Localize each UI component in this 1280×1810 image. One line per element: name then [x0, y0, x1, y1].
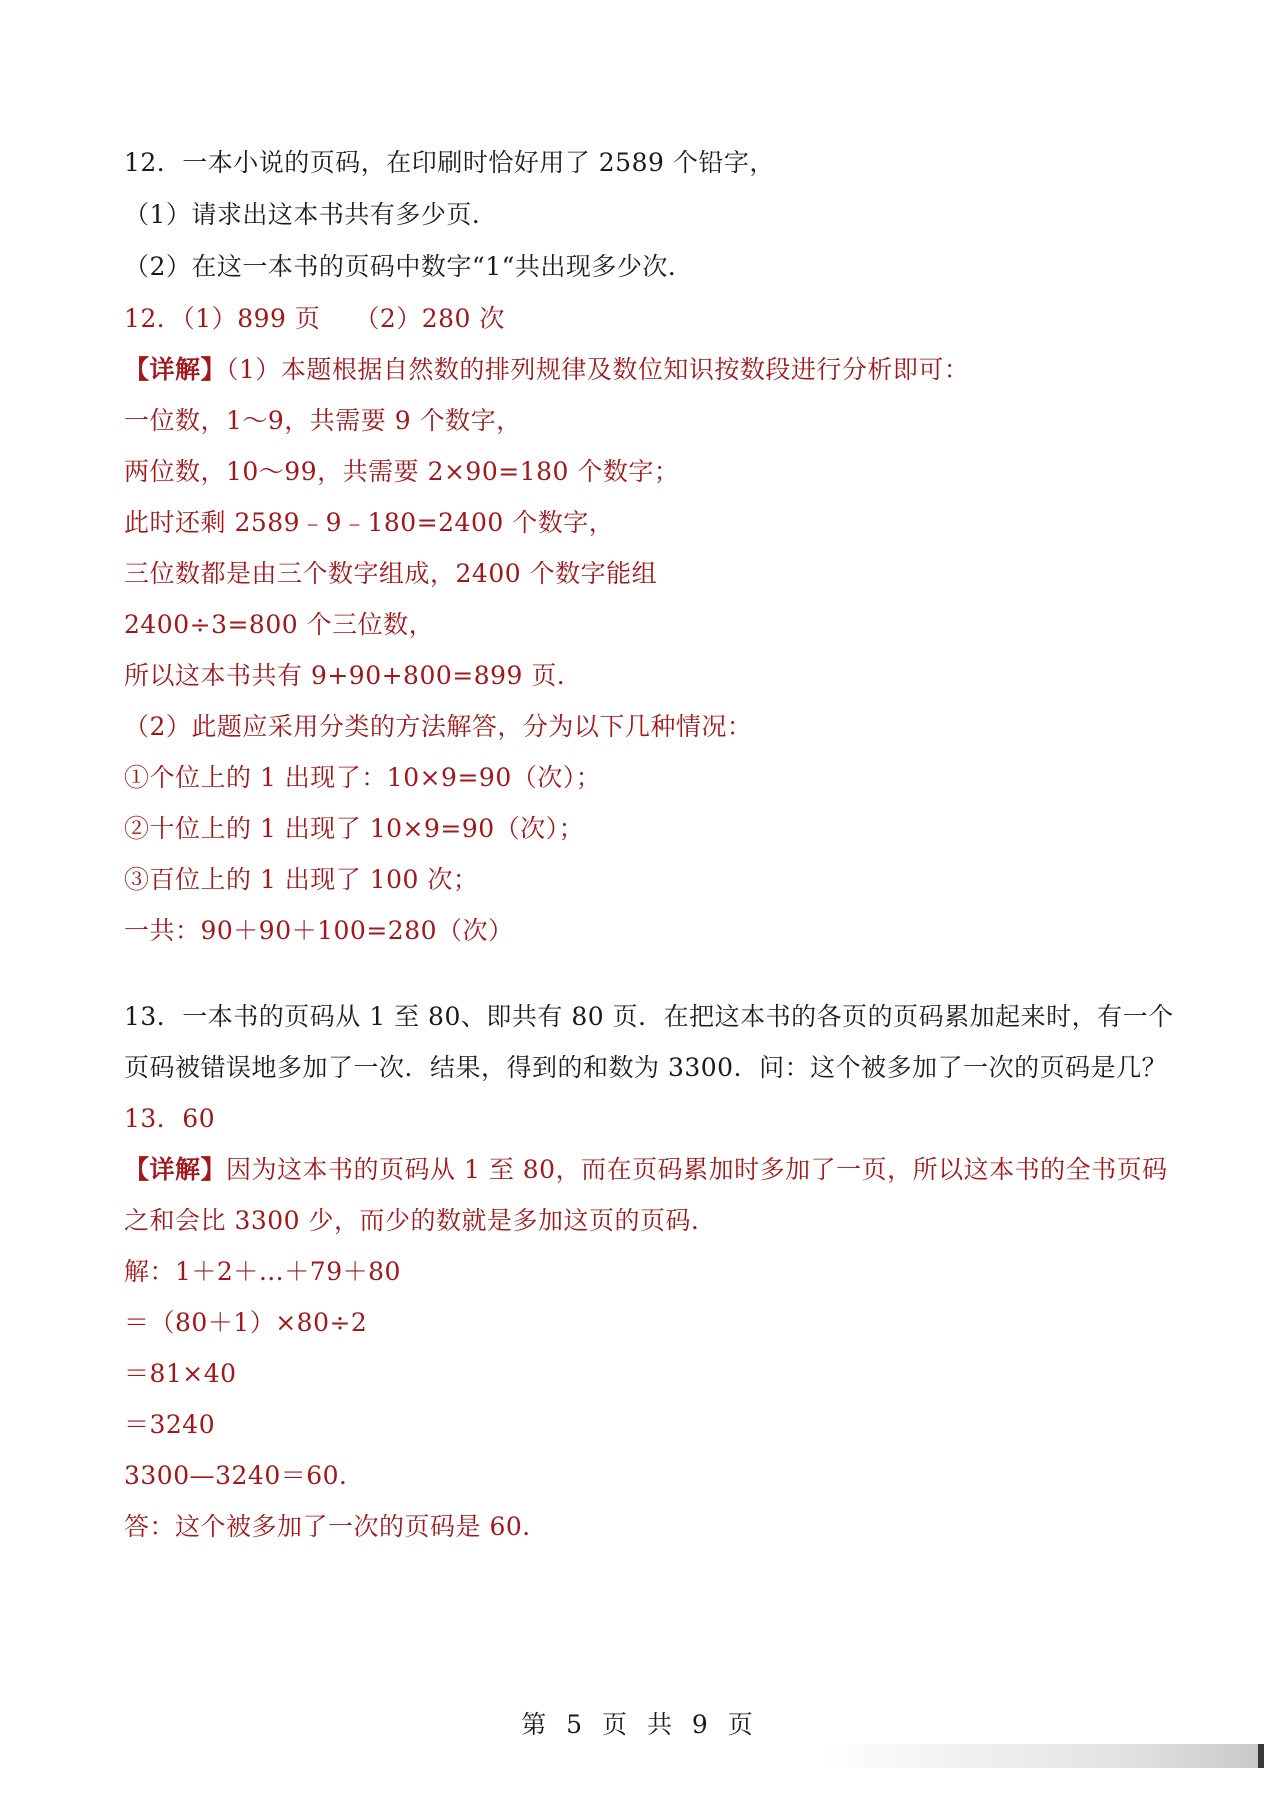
problem-13-step: ＝3240	[124, 1410, 216, 1439]
problem-12-step: 一共：90＋90＋100=280（次）	[124, 916, 514, 945]
page-number-footer: 第 5 页 共 9 页	[521, 1710, 759, 1739]
problem-12-step: ②十位上的 1 出现了 10×9=90（次）；	[124, 814, 585, 843]
problem-12-step: 此时还剩 2589﹣9﹣180=2400 个数字，	[124, 508, 615, 537]
problem-13-detail	[124, 1153, 1168, 1187]
problem-12-detail	[124, 353, 969, 387]
problem-12-step: 一位数，1～9，共需要 9 个数字，	[124, 406, 522, 435]
problem-13-question-line-2: 页码被错误地多加了一次．结果，得到的和数为 3300．问：这个被多加了一次的页码是几？	[124, 1053, 1168, 1082]
problem-13-answer: 13．60	[124, 1104, 216, 1133]
problem-12-sub-question-2: （2）在这一本书的页码中数字“1“共出现多少次．	[124, 252, 694, 281]
problem-13-step: ＝81×40	[124, 1359, 237, 1388]
problem-12-answer: 12．（1）899 页 （2）280 次	[124, 304, 505, 333]
problem-12-step: 所以这本书共有 9+90+800=899 页．	[124, 661, 583, 690]
problem-12-step: （2）此题应采用分类的方法解答，分为以下几种情况：	[124, 712, 753, 741]
problem-12-step: 三位数都是由三个数字组成，2400 个数字能组	[124, 559, 658, 588]
problem-12-question: 12．一本小说的页码，在印刷时恰好用了 2589 个铅字，	[124, 148, 775, 177]
detail-tag: 【详解】	[124, 1155, 227, 1184]
problem-13-step: ＝（80＋1）×80÷2	[124, 1308, 368, 1337]
problem-13-step: 3300—3240＝60．	[124, 1461, 365, 1490]
problem-13-question-line-1: 13．一本书的页码从 1 至 80、即共有 80 页．在把这本书的各页的页码累加起来时，有一个	[124, 1002, 1174, 1031]
problem-12-step: 两位数，10～99，共需要 2×90=180 个数字；	[124, 457, 680, 486]
problem-13-step: 解：1＋2＋…＋79＋80	[124, 1257, 401, 1286]
detail-text: 因为这本书的页码从 1 至 80，而在页码累加时多加了一页，所以这本书的全书页码	[226, 1155, 1168, 1184]
detail-tag: 【详解】	[124, 355, 227, 384]
problem-13-step: 答：这个被多加了一次的页码是 60．	[124, 1512, 548, 1541]
problem-12-step: 2400÷3=800 个三位数，	[124, 610, 435, 639]
scan-edge-shadow	[820, 1744, 1264, 1768]
problem-12-step: ①个位上的 1 出现了：10×9=90（次）；	[124, 763, 602, 792]
problem-12-sub-question-1: （1）请求出这本书共有多少页．	[124, 200, 498, 229]
detail-text: （1）本题根据自然数的排列规律及数位知识按数段进行分析即可：	[226, 355, 970, 384]
problem-12-step: ③百位上的 1 出现了 100 次；	[124, 865, 479, 894]
problem-13-detail-line-2: 之和会比 3300 少，而少的数就是多加这页的页码．	[124, 1206, 717, 1235]
